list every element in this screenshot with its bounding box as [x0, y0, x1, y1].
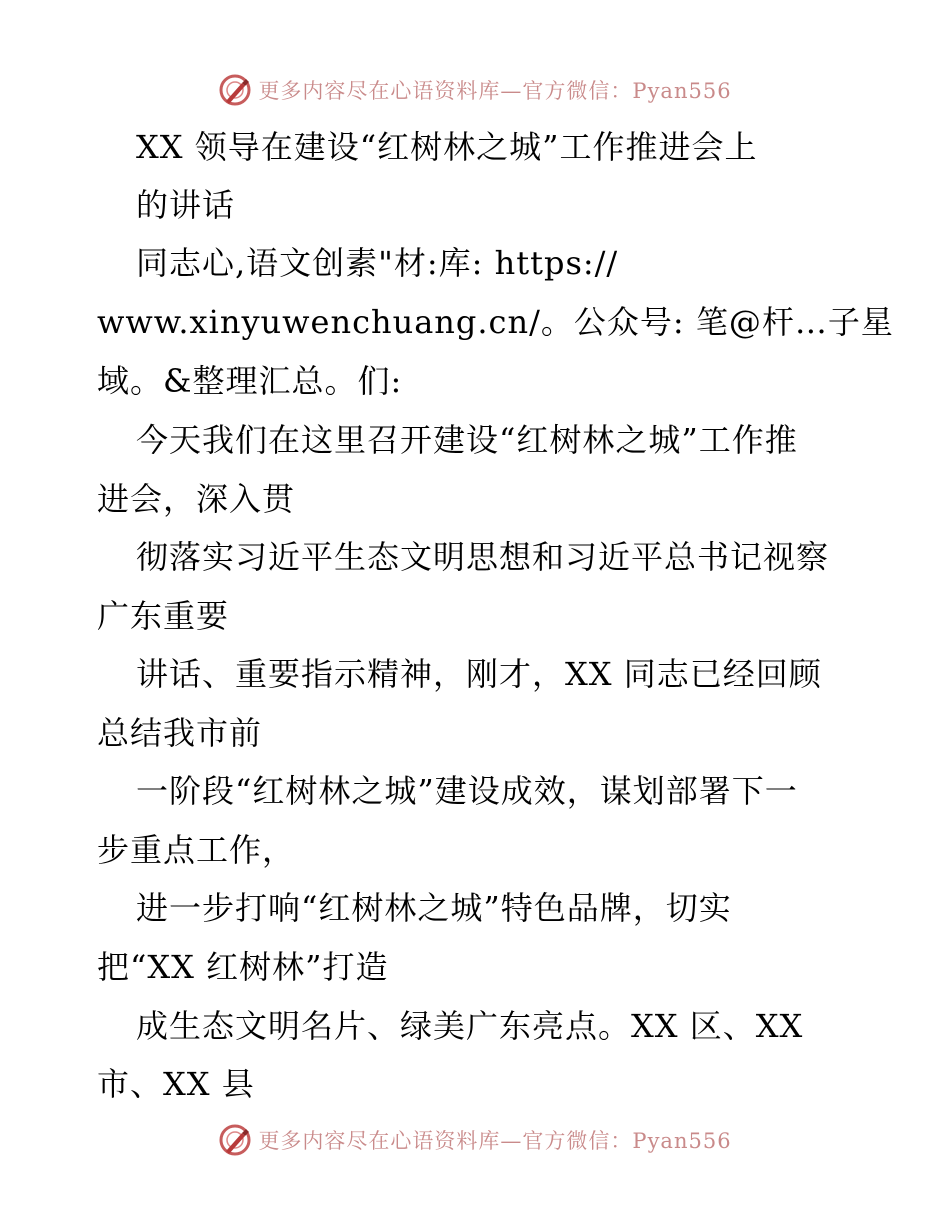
body-line: 进会，深入贯 [97, 480, 296, 518]
body-line: 讲话、重要指示精神，刚才，XX 同志已经回顾 [136, 655, 822, 693]
header-watermark-banner [0, 70, 950, 110]
body-line: 彻落实习近平生态文明思想和习近平总书记视察 [136, 538, 830, 576]
body-line: www.xinyuwenchuang.cn/。公众号: 笔@杆…子星 [97, 303, 894, 341]
body-line: 总结我市前 [97, 714, 263, 752]
document-title-line-1: XX 领导在建设“红树林之城”工作推进会上 [136, 128, 758, 166]
body-line: 广东重要 [97, 597, 230, 635]
pen-logo-icon [218, 1123, 252, 1157]
footer-watermark-text: 更多内容尽在心语资料库—官方微信：Pyan556 [258, 1129, 732, 1153]
document-title-line-2: 的讲话 [136, 186, 236, 224]
pen-logo-icon [218, 73, 252, 107]
header-watermark-text: 更多内容尽在心语资料库—官方微信：Pyan556 [258, 79, 732, 103]
body-line: 成生态文明名片、绿美广东亮点。XX 区、XX [136, 1007, 804, 1045]
body-line: 一阶段“红树林之城”建设成效，谋划部署下一 [136, 772, 798, 810]
footer-watermark-banner [0, 1120, 950, 1160]
body-line: 把“XX 红树林”打造 [97, 948, 389, 986]
body-line: 域。&整理汇总。们: [97, 362, 403, 400]
body-line: 今天我们在这里召开建设“红树林之城”工作推 [136, 421, 798, 459]
body-line: 步重点工作， [97, 831, 296, 869]
body-line: 市、XX 县 [97, 1065, 255, 1103]
body-line: 同志心,语文创素"材:库: https:// [136, 244, 619, 282]
body-line: 进一步打响“红树林之城”特色品牌，切实 [136, 889, 732, 927]
